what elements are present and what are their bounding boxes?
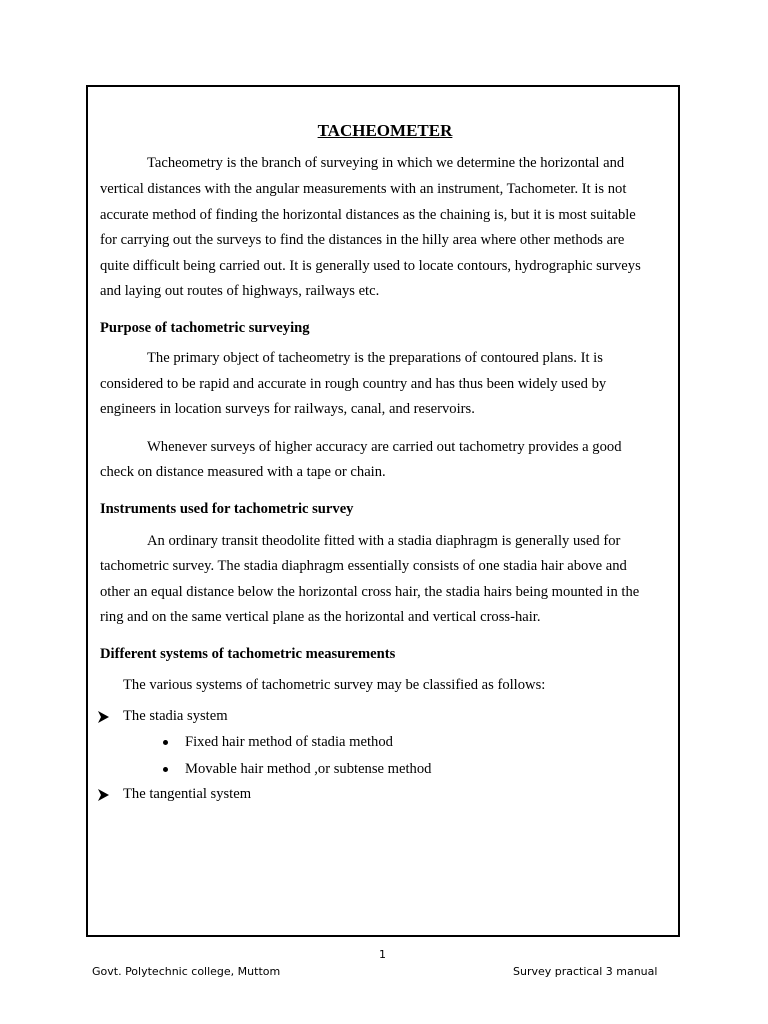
intro-line: for carrying out the surveys to find the distances in the hilly area where other methods are [100, 232, 625, 248]
section-heading-purpose: Purpose of tachometric surveying [100, 320, 310, 336]
arrow-bullet-icon [98, 711, 109, 723]
document-title: TACHEOMETER [317, 121, 453, 140]
intro-line: and laying out routes of highways, railways etc. [100, 283, 380, 299]
instruments-line: ring and on the same vertical plane as the horizontal and vertical cross-hair. [100, 609, 541, 625]
footer-left: Govt. Polytechnic college, Muttom [92, 965, 281, 978]
arrow-bullet-icon [98, 789, 109, 801]
list-item: The tangential system [123, 786, 252, 802]
instruments-line: tachometric survey. The stadia diaphragm essentially consists of one stadia hair above and [100, 558, 627, 574]
purpose-line: considered to be rapid and accurate in rough country and has thus been widely used by [100, 376, 607, 392]
intro-line: quite difficult being carried out. It is generally used to locate contours, hydrographic surveys [100, 258, 641, 274]
instruments-line: other an equal distance below the horizontal cross hair, the stadia hairs being mounted in the [100, 584, 640, 600]
page-number: 1 [379, 948, 386, 961]
sub-list-item: Movable hair method ,or subtense method [185, 761, 432, 777]
intro-line: accurate method of finding the horizontal distances as the chaining is, but it is most suitable [100, 207, 636, 223]
bullet-dot-icon [163, 740, 168, 745]
purpose-line: check on distance measured with a tape or chain. [100, 464, 386, 480]
section-heading-instruments: Instruments used for tachometric survey [100, 501, 354, 517]
section-heading-systems: Different systems of tachometric measurements [100, 646, 396, 662]
intro-line: vertical distances with the angular measurements with an instrument, Tachometer. It is not [100, 181, 627, 197]
purpose-line: engineers in location surveys for railways, canal, and reservoirs. [100, 401, 475, 417]
systems-intro: The various systems of tachometric survey may be classified as follows: [123, 677, 546, 693]
bullet-dot-icon [163, 767, 168, 772]
list-item: The stadia system [123, 708, 228, 724]
footer-right: Survey practical 3 manual [513, 965, 658, 978]
instruments-line: An ordinary transit theodolite fitted with a stadia diaphragm is generally used for [147, 533, 621, 549]
purpose-line: Whenever surveys of higher accuracy are carried out tachometry provides a good [147, 439, 622, 455]
purpose-line: The primary object of tacheometry is the preparations of contoured plans. It is [147, 350, 603, 366]
sub-list-item: Fixed hair method of stadia method [185, 734, 393, 750]
intro-line: Tacheometry is the branch of surveying in which we determine the horizontal and [147, 155, 625, 171]
